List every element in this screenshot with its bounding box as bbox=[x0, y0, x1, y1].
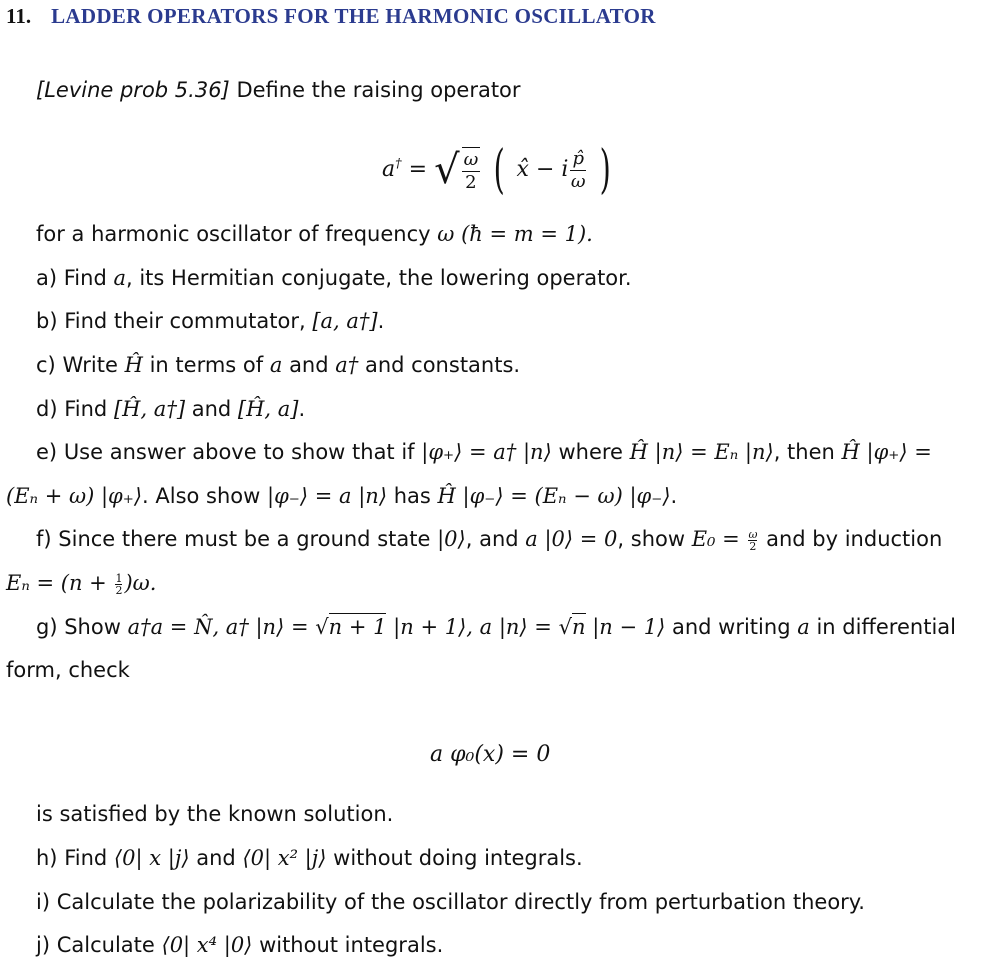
sqrt-num: ω bbox=[463, 148, 479, 170]
item-i-text1: Calculate the polarizability of the oscillator directly from perturbation theory. bbox=[56, 890, 865, 914]
eq1-p-fraction bbox=[570, 148, 586, 193]
raising-operator-equation bbox=[382, 140, 615, 202]
item-g-text3: in differential bbox=[816, 615, 956, 639]
item-h-text1: Find bbox=[64, 846, 108, 870]
item-a bbox=[36, 264, 632, 292]
eq1-minus-i: − i bbox=[535, 157, 569, 182]
item-a-var: a bbox=[113, 266, 126, 290]
item-f-text3: , show bbox=[617, 527, 686, 551]
item-e-text2: where bbox=[558, 440, 623, 464]
section-heading bbox=[6, 4, 656, 29]
item-d-text3: . bbox=[298, 397, 306, 421]
half-num: 1 bbox=[115, 571, 123, 585]
item-e-math4: (Eₙ + ω) |φ₊⟩ bbox=[6, 484, 143, 508]
item-g-math3: |n − 1⟩ bbox=[592, 615, 666, 639]
item-e-text5: has bbox=[393, 484, 431, 508]
item-f-en-a: Eₙ = (n + bbox=[6, 571, 107, 595]
item-d-math1: [Ĥ, a†] bbox=[113, 397, 186, 421]
item-c-text1: Write bbox=[62, 353, 118, 377]
item-e-math3: Ĥ |φ₊⟩ = bbox=[841, 440, 932, 464]
label-d: d) bbox=[36, 397, 58, 421]
item-f-ground-ket: |0⟩ bbox=[437, 527, 466, 551]
eq1-dagger: † bbox=[395, 156, 402, 172]
left-paren: ( bbox=[493, 140, 505, 200]
hamiltonian-symbol: Ĥ bbox=[124, 353, 143, 377]
item-e-line1 bbox=[36, 438, 976, 466]
item-e-text4: . Also show bbox=[142, 484, 261, 508]
item-j-text1: Calculate bbox=[56, 933, 155, 957]
section-number: 11. bbox=[6, 4, 32, 28]
intro-text: Define the raising operator bbox=[236, 78, 521, 102]
item-b bbox=[36, 307, 384, 335]
item-f-text1: Since there must be a ground state bbox=[58, 527, 431, 551]
fn-num: ω bbox=[748, 527, 758, 541]
label-a: a) bbox=[36, 266, 58, 290]
item-a-text1: Find bbox=[63, 266, 107, 290]
sqrt-den: 2 bbox=[465, 171, 477, 193]
item-g-text4: form, check bbox=[6, 658, 130, 682]
eq1-equals: = bbox=[408, 157, 428, 182]
item-f-text4: and by induction bbox=[766, 527, 943, 551]
item-c-var-adag: a† bbox=[335, 353, 359, 377]
label-h: h) bbox=[36, 846, 58, 870]
eq1-lhs: a bbox=[382, 157, 396, 182]
item-c-text3: and bbox=[289, 353, 329, 377]
eq1-sqrt-fraction bbox=[462, 147, 481, 194]
item-c-text4: and constants. bbox=[364, 353, 521, 377]
label-i: i) bbox=[36, 890, 51, 914]
label-g: g) bbox=[36, 615, 58, 639]
item-e-math2: Ĥ |n⟩ = Eₙ |n⟩ bbox=[629, 440, 774, 464]
item-h-text2: and bbox=[196, 846, 236, 870]
item-f-line2 bbox=[6, 569, 156, 597]
item-e-text6: . bbox=[670, 484, 678, 508]
intro-line bbox=[36, 76, 521, 104]
sqrt-sign-g1: √ bbox=[315, 615, 329, 639]
label-c: c) bbox=[36, 353, 56, 377]
item-a-text2: , its Hermitian conjugate, the lowering operator. bbox=[126, 266, 632, 290]
item-g-text2: and writing bbox=[671, 615, 791, 639]
frac-den: ω bbox=[570, 170, 586, 192]
item-d-text2: and bbox=[191, 397, 232, 421]
item-f-line1 bbox=[36, 525, 976, 553]
g-after-text: is satisfied by the known solution. bbox=[36, 802, 394, 826]
label-j: j) bbox=[36, 933, 51, 957]
omega-symbol: ω bbox=[437, 222, 455, 246]
half-fraction bbox=[115, 573, 122, 596]
g-after-line bbox=[36, 800, 393, 828]
item-e-math1: |φ₊⟩ = a† |n⟩ bbox=[421, 440, 552, 464]
omega-half-fraction bbox=[748, 529, 757, 552]
citation: [Levine prob 5.36] bbox=[36, 78, 230, 102]
item-f-e0: E₀ = bbox=[691, 527, 740, 551]
item-h bbox=[36, 844, 583, 872]
item-g-sqrt2: n bbox=[571, 615, 586, 639]
item-g-math1: a†a = N̂, a† |n⟩ = bbox=[127, 615, 309, 639]
item-j-math1: ⟨0| x⁴ |0⟩ bbox=[161, 933, 253, 957]
eq1-xhat: x̂ bbox=[516, 157, 529, 182]
item-j-text2: without integrals. bbox=[259, 933, 444, 957]
label-e: e) bbox=[36, 440, 58, 464]
item-j bbox=[36, 931, 443, 959]
item-c bbox=[36, 351, 520, 379]
item-f-math2: a |0⟩ = 0 bbox=[525, 527, 618, 551]
sqrt-sign: √ bbox=[434, 147, 460, 193]
item-e-math5: |φ₋⟩ = a |n⟩ bbox=[267, 484, 388, 508]
label-f: f) bbox=[36, 527, 52, 551]
ground-state-equation: a φ₀(x) = 0 bbox=[430, 742, 551, 767]
units-condition: (ħ = m = 1). bbox=[461, 222, 593, 246]
item-g-line2 bbox=[6, 656, 130, 684]
commutator-expr: [a, a†] bbox=[312, 309, 378, 333]
item-h-math2: ⟨0| x² |j⟩ bbox=[242, 846, 327, 870]
sqrt-sign-g2: √ bbox=[558, 615, 572, 639]
item-b-text1: Find their commutator, bbox=[64, 309, 306, 333]
item-e-math6: Ĥ |φ₋⟩ = (Eₙ − ω) |φ₋⟩ bbox=[437, 484, 671, 508]
item-f-en-b: )ω. bbox=[124, 571, 157, 595]
item-d-math2: [Ĥ, a] bbox=[237, 397, 299, 421]
item-g-math2: |n + 1⟩, a |n⟩ = bbox=[393, 615, 552, 639]
frequency-line bbox=[36, 220, 593, 248]
item-e-text3: , then bbox=[773, 440, 835, 464]
item-e-line2 bbox=[6, 482, 677, 510]
label-b: b) bbox=[36, 309, 58, 333]
item-d-text1: Find bbox=[64, 397, 108, 421]
right-paren: ) bbox=[599, 140, 611, 200]
item-h-text3: without doing integrals. bbox=[333, 846, 583, 870]
section-title: LADDER OPERATORS FOR THE HARMONIC OSCILLATOR bbox=[51, 4, 656, 28]
item-h-math1: ⟨0| x |j⟩ bbox=[113, 846, 190, 870]
item-d bbox=[36, 395, 305, 423]
item-g-var: a bbox=[797, 615, 810, 639]
half-den: 2 bbox=[115, 583, 123, 597]
fn-den: 2 bbox=[749, 539, 757, 553]
item-c-text2: in terms of bbox=[149, 353, 264, 377]
frac-num: p̂ bbox=[572, 147, 584, 169]
frequency-text: for a harmonic oscillator of frequency bbox=[36, 222, 431, 246]
item-f-text2: , and bbox=[465, 527, 519, 551]
item-g-sqrt1: n + 1 bbox=[328, 615, 387, 639]
item-b-text2: . bbox=[377, 309, 385, 333]
item-c-var-a: a bbox=[269, 353, 283, 377]
item-i bbox=[36, 888, 865, 916]
item-g-line1 bbox=[36, 613, 976, 641]
item-g-text1: Show bbox=[64, 615, 121, 639]
item-e-text1: Use answer above to show that if bbox=[63, 440, 415, 464]
